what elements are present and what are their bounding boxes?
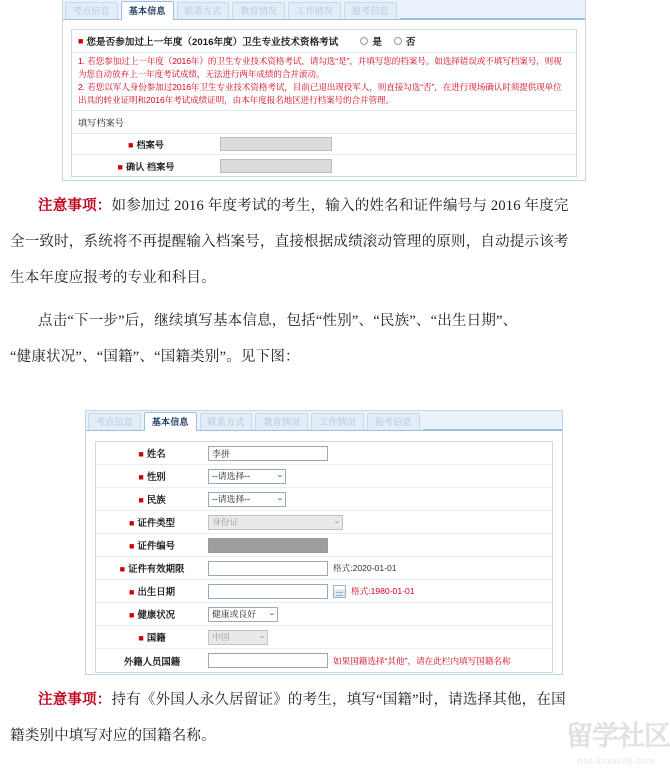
- bottom-tab-bar[interactable]: [86, 411, 562, 431]
- form-row: [96, 534, 552, 557]
- form-row-label: [96, 492, 208, 506]
- watermark-title: 留学社区: [566, 721, 670, 751]
- form-row: [96, 465, 552, 488]
- bottom-tab-filler: [423, 429, 562, 430]
- archive-number-label: [72, 137, 220, 151]
- form-row-label-text: 姓名: [146, 448, 166, 459]
- form-select-value: --请选择--: [212, 471, 251, 481]
- form-row-control: [208, 653, 552, 668]
- chevron-down-icon: ⌄: [276, 495, 285, 502]
- bottom-tab-1[interactable]: 基本信息: [144, 412, 197, 431]
- bottom-tab-5[interactable]: 报考信息: [367, 413, 420, 430]
- archive-number-input[interactable]: [220, 137, 332, 151]
- notice-lead-1: 注意事项：: [38, 198, 112, 214]
- form-select-value: 健康或良好: [212, 609, 256, 619]
- exam-history-panel: [62, 0, 586, 181]
- form-row-label: [96, 607, 208, 621]
- archive-section-title: 填写档案号: [72, 111, 576, 134]
- form-row-control: [208, 515, 552, 530]
- form-row-control: [208, 492, 552, 507]
- form-row-label: [96, 469, 208, 483]
- form-row-hint: 如果国籍选择“其他”，请在此栏内填写国籍名称: [333, 655, 511, 666]
- form-row-label-text: 证件有效期限: [128, 563, 185, 574]
- form-select-value: 身份证: [212, 517, 239, 527]
- form-row: [96, 442, 552, 465]
- required-marker-icon: ■: [129, 541, 135, 551]
- form-row: [96, 649, 552, 672]
- bottom-tab-0[interactable]: 考点信息: [88, 413, 141, 430]
- form-row-label-text: 性别: [146, 471, 166, 482]
- form-select[interactable]: [208, 515, 343, 530]
- form-select[interactable]: [208, 607, 278, 622]
- top-tab-filler: [400, 18, 585, 19]
- form-select[interactable]: [208, 630, 268, 645]
- form-row-hint: 格式:2020-01-01: [333, 563, 397, 573]
- form-select[interactable]: [208, 492, 286, 507]
- required-marker-icon: ■: [128, 140, 134, 150]
- archive-number-confirm-control: [220, 159, 576, 173]
- chevron-down-icon: ⌄: [268, 610, 277, 617]
- notice-paragraph-3-line-2: 籍类别中填写对应的国籍名称。: [10, 728, 216, 744]
- bottom-tab-3[interactable]: 教育情况: [255, 413, 308, 430]
- bottom-panel-body: [86, 431, 562, 682]
- bottom-tab-2[interactable]: 联系方式: [200, 413, 253, 430]
- archive-number-control: [220, 137, 576, 151]
- next-step-paragraph-line-1: 点击“下一步”后，继续填写基本信息，包括“性别”、“民族”、“出生日期”、: [38, 313, 518, 329]
- top-tab-4[interactable]: 工作情况: [288, 2, 341, 19]
- next-step-paragraph-line-2: “健康状况”、“国籍”、“国籍类别”。见下图：: [10, 349, 300, 365]
- form-row-control: [208, 630, 552, 645]
- archive-number-confirm-label-text: 确认 档案号: [125, 161, 175, 172]
- form-row-label: [96, 561, 208, 575]
- chevron-down-icon: ⌄: [333, 518, 342, 525]
- notice-paragraph-3-text-1: 持有《外国人永久居留证》的考生，填写“国籍”时，请选择其他，在国: [111, 692, 566, 708]
- exam-history-notes: [72, 53, 576, 111]
- form-row-label: [96, 538, 208, 552]
- archive-number-confirm-row: [72, 155, 576, 176]
- required-marker-icon: ■: [129, 587, 135, 597]
- notice-paragraph-1-line-2: 全一致时，系统将不再提醒输入档案号，直接根据成绩滚动管理的原则，自动提示该考: [10, 234, 569, 250]
- notice-paragraph-1-line-1: [10, 188, 660, 224]
- form-select-value: --请选择--: [212, 494, 251, 504]
- archive-number-row: [72, 134, 576, 155]
- form-row-control: [208, 584, 552, 599]
- form-row: [96, 488, 552, 511]
- form-row: [96, 580, 552, 603]
- form-row-control: [208, 446, 552, 461]
- notice-lead-3: 注意事项：: [38, 692, 112, 708]
- site-watermark: [566, 716, 670, 774]
- form-text-input[interactable]: 李拼: [208, 446, 328, 461]
- top-tab-2[interactable]: 联系方式: [177, 2, 230, 19]
- exam-history-question: 您是否参加过上一年度（2016年度）卫生专业技术资格考试: [86, 37, 339, 48]
- notice-paragraph-3: [10, 682, 660, 754]
- required-marker-icon: ■: [129, 610, 135, 620]
- form-row-label-text: 证件编号: [137, 540, 175, 551]
- required-marker-icon: ■: [138, 449, 144, 459]
- exam-history-question-row: [72, 30, 576, 53]
- form-text-input[interactable]: [208, 584, 328, 599]
- required-marker-icon: ■: [138, 495, 144, 505]
- form-row-hint: 格式:1980-01-01: [351, 586, 415, 596]
- required-marker-icon: ■: [129, 518, 135, 528]
- form-row: [96, 603, 552, 626]
- form-masked-input[interactable]: [208, 538, 328, 553]
- form-row-label: [96, 630, 208, 644]
- top-panel-body: [63, 20, 585, 177]
- exam-history-box: [71, 29, 577, 177]
- required-marker-icon: ■: [119, 564, 126, 574]
- form-row-control: [208, 538, 552, 553]
- top-tab-0[interactable]: 考点信息: [65, 2, 118, 19]
- top-tab-3[interactable]: 教育情况: [232, 2, 285, 19]
- form-row-label-text: 民族: [146, 494, 166, 505]
- radio-yes-label: 是: [372, 37, 382, 48]
- watermark-url: bbs.liuxue86.com: [577, 756, 655, 766]
- chevron-down-icon: ⌄: [276, 472, 285, 479]
- top-tab-5[interactable]: 报考信息: [344, 2, 397, 19]
- form-select[interactable]: [208, 469, 286, 484]
- required-marker-icon: ■: [138, 633, 144, 643]
- basic-info-form: [95, 441, 553, 673]
- radio-no-label: 否: [405, 37, 416, 48]
- radio-no[interactable]: [394, 37, 402, 45]
- note-item-2: 2. 若您以军人身份参加过2016年卫生专业技术资格考试，目前已退出现役军人，则直接勾选“否”，在进行现场确认时须提供现单位出具的转业证明和2016年考试成绩证明，由本年度报名地区进行档案号的合并管理。: [78, 82, 562, 105]
- exam-history-radio-group[interactable]: [360, 34, 423, 48]
- top-tab-bar[interactable]: [63, 0, 585, 20]
- calendar-icon[interactable]: [333, 585, 346, 598]
- chevron-down-icon: ⌄: [258, 633, 267, 640]
- notice-paragraph-1: [10, 188, 660, 296]
- form-select-value: 中国: [212, 632, 230, 642]
- form-row: [96, 557, 552, 580]
- form-row-label-text: 国籍: [146, 632, 166, 643]
- form-row-label-text: 出生日期: [137, 586, 175, 597]
- radio-yes[interactable]: [360, 37, 368, 45]
- form-row-label: [96, 584, 208, 598]
- form-row-label-text: 健康状况: [137, 609, 175, 620]
- form-row-label-text: 外籍人员国籍: [123, 655, 181, 667]
- basic-info-panel: [85, 410, 563, 675]
- archive-number-label-text: 档案号: [136, 140, 164, 150]
- next-step-paragraph: [10, 303, 660, 375]
- form-text-input[interactable]: [208, 561, 328, 576]
- form-row-control: [208, 561, 552, 576]
- form-row-label: [96, 515, 208, 529]
- form-row-label: [96, 446, 208, 460]
- top-tab-1[interactable]: 基本信息: [121, 1, 174, 20]
- form-row-label-text: 证件类型: [137, 517, 175, 528]
- form-row-control: [208, 607, 552, 622]
- archive-number-confirm-input[interactable]: [220, 159, 332, 173]
- form-row-control: [208, 469, 552, 484]
- required-marker-icon: ■: [117, 161, 123, 172]
- notice-paragraph-1-line-3: 生本年度应报考的专业和科目。: [10, 270, 216, 286]
- notice-paragraph-3-line-1: [10, 682, 660, 718]
- form-row-label: [96, 654, 208, 668]
- notice-paragraph-1-text-1: 如参加过 2016 年度考试的考生，输入的姓名和证件编号与 2016 年度完: [111, 198, 569, 214]
- required-marker-icon: ■: [138, 472, 144, 482]
- archive-number-confirm-label: [72, 159, 220, 173]
- note-item-1: 1. 若您参加过上一年度（2016年）的卫生专业技术资格考试，请勾选“是”，并填写您的档案号。如选择错误或不填写档案号，则视为您自动放弃上一年度考试成绩，无法进行两年成绩的合并滚动。: [78, 56, 562, 79]
- form-text-input[interactable]: [208, 653, 328, 668]
- bottom-tab-4[interactable]: 工作情况: [311, 413, 364, 430]
- form-row: [96, 511, 552, 534]
- required-marker-icon: ■: [78, 36, 84, 46]
- form-row: [96, 626, 552, 649]
